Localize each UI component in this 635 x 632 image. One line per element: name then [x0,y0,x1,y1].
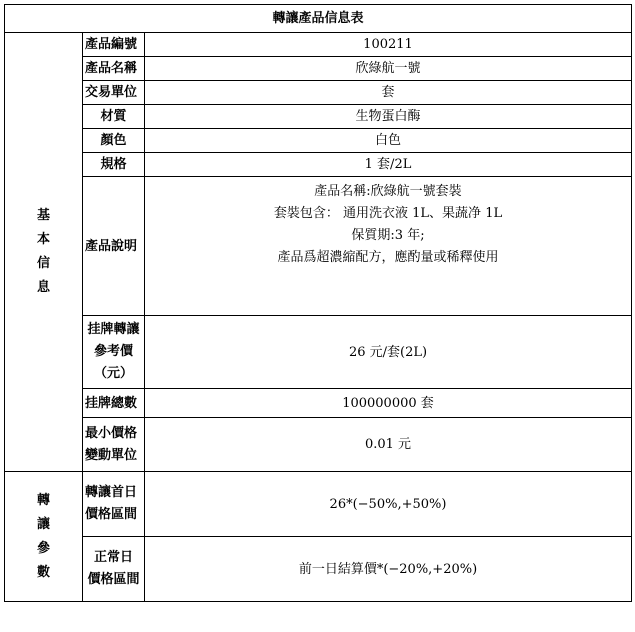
label-first-day-range: 轉讓首日 價格區間 [83,472,145,537]
label-color: 顏色 [83,129,145,153]
table-title: 轉讓產品信息表 [5,5,632,33]
value-listing-total: 100000000 套 [145,389,632,418]
group-transfer-params: 轉 讓 參 數 [5,472,83,602]
table-row [5,129,632,153]
table-row [5,177,632,316]
value-first-day-range: 26*(−50%,+50%) [145,472,632,537]
value-spec: 1 套/2L [145,153,632,177]
table-row [5,472,632,537]
table-row [5,57,632,81]
label-reference-price: 挂牌轉讓 參考價 （元） [83,316,145,389]
label-product-code: 產品編號 [83,33,145,57]
title-row [5,5,632,33]
value-color: 白色 [145,129,632,153]
table-row [5,81,632,105]
table-row [5,105,632,129]
table-row [5,389,632,418]
label-material: 材質 [83,105,145,129]
table-row [5,537,632,602]
value-product-code: 100211 [145,33,632,57]
value-product-name: 欣綠航一號 [145,57,632,81]
label-product-name: 產品名稱 [83,57,145,81]
label-listing-total: 挂牌總數 [83,389,145,418]
table-row [5,33,632,57]
label-trade-unit: 交易單位 [83,81,145,105]
table-row [5,418,632,472]
value-material: 生物蛋白酶 [145,105,632,129]
value-description: 產品名稱:欣綠航一號套裝 套裝包含： 通用洗衣液 1L、果蔬净 1L 保質期:3 年; 產品爲超濃縮配方，應酌量或稀釋使用 [145,177,632,316]
value-min-price-unit: 0.01 元 [145,418,632,472]
product-info-table [4,4,632,602]
table-row [5,316,632,389]
group-basic-info: 基 本 信 息 [5,33,83,472]
label-description: 產品說明 [83,177,145,316]
table-row [5,153,632,177]
label-normal-day-range: 正常日 價格區間 [83,537,145,602]
value-normal-day-range: 前一日結算價*(−20%,+20%) [145,537,632,602]
label-spec: 規格 [83,153,145,177]
value-reference-price: 26 元/套(2L) [145,316,632,389]
value-trade-unit: 套 [145,81,632,105]
label-min-price-unit: 最小價格 變動單位 [83,418,145,472]
